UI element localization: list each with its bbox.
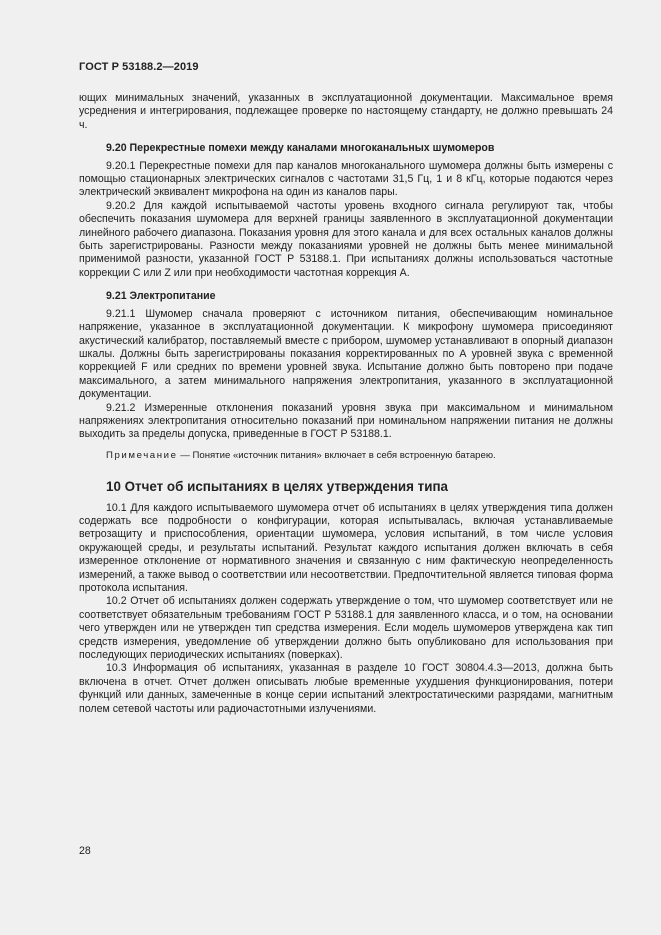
note-label: Примечание [106, 449, 178, 461]
paragraph-10-2: 10.2 Отчет об испытаниях должен содержать утверждение о том, что шумомер соответствует или не соответствует обязательным требованиям ГОСТ Р 53188.1 для заявленного класса, и о том, на основании чего утвержден или не утвержден тип средства измерения. Если модель шумомеров утверждена как тип средств измерения, уведомление об утверждении должно быть опубликовано для использования при последующих периодических испытаниях (поверках). [79, 595, 613, 662]
note [79, 449, 613, 462]
paragraph-9-21-1: 9.21.1 Шумомер сначала проверяют с источником питания, обеспечивающим номинальное напряжение, указанное в эксплуатационной документации. К микрофону шумомера присоединяют акустический калибратор, поставляемый вместе с прибором, шумомер устанавливают в опорный диапазон шкалы. Должны быть зарегистрированы показания корректированных по А уровней звука с временной коррекцией F или средних по времени уровней звука. Испытание должно быть повторено при подаче максимального, а затем минимального напряжения электропитания, указанного в эксплуатационной документации. [79, 307, 613, 401]
section-heading-9-21: 9.21 Электропитание [106, 290, 216, 303]
document-header: ГОСТ Р 53188.2—2019 [79, 61, 199, 73]
paragraph-9-21-2: 9.21.2 Измеренные отклонения показаний уровня звука при максимальном и минимальном напряжениях электропитания относительно показаний при номинальном напряжении питания не должны выходить за пределы допуска, приведенные в ГОСТ Р 53188.1. [79, 401, 613, 441]
paragraph-10-3: 10.3 Информация об испытаниях, указанная в разделе 10 ГОСТ 30804.4.3—2013, должна быть включена в отчет. Отчет должен описывать любые временные ухудшения функционирования, потери функций или данных, замеченные в конце серии испытаний электростатическими разрядами, магнитным полем сетевой частоты или радиочастотными излучениями. [79, 662, 613, 715]
page-body [79, 92, 613, 716]
paragraph-9-20-2: 9.20.2 Для каждой испытываемой частоты уровень входного сигнала регулируют так, чтобы обеспечить показания шумомера для верхней границы заявленного в эксплуатационной документации линейного рабочего диапазона. Показания уровня для этого канала и для всех остальных каналов должны быть зарегистрированы. Разности между показаниями уровней не должны быть менее минимальной применимой разности, указанной ГОСТ Р 53188.1. При испытаниях должны использоваться частотные коррекции С или Z или при необходимости частотная коррекция А. [79, 199, 613, 279]
section-heading-9-20: 9.20 Перекрестные помехи между каналами многоканальных шумомеров [106, 142, 495, 155]
paragraph-continuation: ющих минимальных значений, указанных в эксплуатационной документации. Максимальное время усреднения и интегрирования, подлежащее проверке по настоящему стандарту, не должно превышать 24 ч. [79, 92, 613, 131]
section-heading-10: 10 Отчет об испытаниях в целях утверждения типа [106, 479, 449, 495]
note-text: — Понятие «источник питания» включает в себя встроенную батарею. [180, 449, 496, 461]
page-number: 28 [79, 845, 91, 857]
paragraph-10-1: 10.1 Для каждого испытываемого шумомера отчет об испытаниях в целях утверждения типа должен содержать все подробности о конфигурации, которая испытывалась, включая устанавливаемые ветрозащиту и приспособления, ориентации шумомера, условия испытаний, в том числе условия окружающей среды, и результаты испытаний. Результат каждого испытания должен включать в себя измеренное отклонение от нормативного значения и связанную с ним фактическую неопределенность измерений, а также вывод о соответствии или несоответствии. Предпочтительной является типовая форма протокола испытания. [79, 501, 613, 594]
paragraph-9-20-1: 9.20.1 Перекрестные помехи для пар каналов многоканального шумомера должны быть измерены с помощью стационарных электрических сигналов с частотами 31,5 Гц, 1 и 8 кГц, которые подаются через электрический эквивалент микрофона на один из каналов пары. [79, 159, 613, 199]
